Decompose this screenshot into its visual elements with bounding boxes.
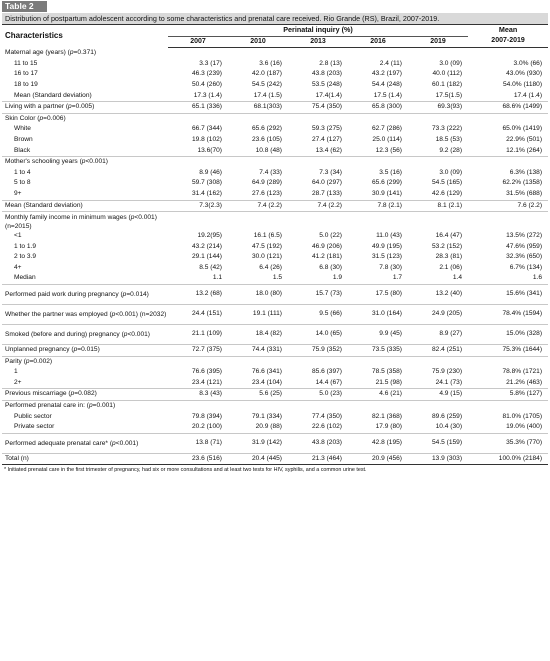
cell-value: 2.4 (11) (379, 59, 402, 67)
header-year: 2010 (228, 36, 288, 48)
row-label: Monthly family income in minimum wages (p<0.001) (n=2015) (2, 212, 168, 232)
cell-value: 54.5 (159) (408, 433, 468, 453)
cell-value: 7.4 (2.2) (288, 200, 348, 212)
row-label: Previous miscarriage (p=0.082) (2, 389, 168, 401)
table-row (2, 325, 548, 345)
cell-value: 68.1(303) (228, 102, 288, 114)
header-year: 2007 (168, 36, 228, 48)
table-row (2, 345, 548, 357)
cell-value: 3.0% (66) (513, 59, 543, 67)
cell-value: 1.5 (272, 274, 282, 282)
cell-value: 5.6 (25) (228, 389, 288, 401)
cell-value: 35.3% (770) (468, 433, 548, 453)
table-row (2, 378, 548, 389)
cell-value: 1.6 (532, 274, 543, 282)
cell-value: 42.8 (195) (348, 433, 408, 453)
cell-value: 21.5 (98) (375, 378, 402, 386)
header-year: 2019 (408, 36, 468, 48)
cell-value: 21.2% (463) (506, 378, 543, 386)
table-row (2, 263, 548, 274)
cell-value: 13.6(70) (197, 146, 222, 154)
cell-value (228, 48, 288, 59)
cell-value (348, 401, 408, 412)
cell-value: 81.0% (1705) (502, 412, 543, 420)
table-row (2, 367, 548, 378)
cell-value: 76.6 (341) (251, 368, 282, 376)
cell-value: 78.5 (358) (371, 368, 402, 376)
row-label: <1 (14, 232, 22, 240)
cell-value: 49.9 (195) (371, 242, 402, 250)
cell-value: 42.0 (187) (251, 70, 282, 78)
cell-value (408, 212, 468, 232)
cell-value (288, 113, 348, 124)
cell-value: 41.2 (181) (311, 253, 342, 261)
cell-value: 54.0% (1180) (502, 80, 543, 88)
cell-value: 20.9 (456) (348, 453, 408, 465)
cell-value: 31.5 (123) (371, 253, 402, 261)
row-label: Private sector (14, 423, 55, 431)
header-mean: Mean (468, 25, 548, 37)
cell-value: 15.0% (328) (468, 325, 548, 345)
table-row (2, 124, 548, 135)
cell-value: 9.9 (45) (348, 325, 408, 345)
cell-value (288, 212, 348, 232)
cell-value: 73.3 (222) (431, 125, 463, 133)
cell-value (228, 212, 288, 232)
cell-value: 43.0% (930) (506, 70, 543, 78)
table-row (2, 91, 548, 102)
cell-value (168, 401, 228, 412)
cell-value: 17.3 (1.4) (193, 91, 222, 99)
cell-value: 54.4 (248) (371, 80, 402, 88)
cell-value: 5.8% (127) (468, 389, 548, 401)
cell-value: 47.5 (192) (251, 242, 282, 250)
cell-value: 3.5 (16) (379, 168, 402, 176)
cell-value: 8.9 (46) (199, 168, 222, 176)
row-label: Total (n) (2, 453, 168, 465)
row-label: White (14, 125, 31, 133)
row-label: 1 (14, 368, 18, 376)
cell-value: 17.9 (80) (375, 423, 402, 431)
cell-value (288, 157, 348, 168)
cell-value: 4.9 (15) (408, 389, 468, 401)
row-label: 1 to 4 (14, 168, 31, 176)
cell-value (348, 212, 408, 232)
cell-value: 77.4 (350) (311, 412, 342, 420)
table-footnote: * Initiated prenatal care in the first trimester of pregnancy, had six or more consultations and at least two tests for HIV, syphilis, and a common urine test. (4, 467, 367, 474)
cell-value: 8.3 (43) (168, 389, 228, 401)
cell-value: 1.7 (392, 274, 402, 282)
cell-value: 30.9 (141) (371, 189, 402, 197)
cell-value: 17.4 (1.4) (513, 91, 543, 99)
cell-value: 1.1 (212, 274, 222, 282)
table-row (2, 102, 548, 114)
cell-value (408, 356, 468, 367)
cell-value: 65.1 (336) (168, 102, 228, 114)
cell-value: 7.8 (2.1) (348, 200, 408, 212)
cell-value: 74.4 (331) (228, 345, 288, 357)
cell-value: 2.1 (06) (439, 263, 463, 271)
cell-value: 43.2 (197) (371, 70, 402, 78)
table-body (2, 48, 548, 465)
cell-value: 53.5 (248) (311, 80, 342, 88)
row-label: Performed paid work during pregnancy (p=0.014) (2, 285, 168, 305)
table-label: Table 2 (2, 1, 47, 12)
cell-value: 1.9 (332, 274, 342, 282)
cell-value: 68.6% (1499) (468, 102, 548, 114)
cell-value: 31.9 (142) (228, 433, 288, 453)
cell-value: 75.9 (230) (431, 368, 463, 376)
cell-value: 19.0% (400) (506, 423, 543, 431)
cell-value: 62.2% (1358) (502, 179, 543, 187)
cell-value (348, 157, 408, 168)
cell-value: 17.5 (1.4) (373, 91, 402, 99)
cell-value: 24.9 (205) (408, 305, 468, 325)
row-label: 2+ (14, 378, 22, 386)
table-row (2, 178, 548, 189)
cell-value: 78.8% (1721) (502, 368, 543, 376)
cell-value: 54.5 (242) (251, 80, 282, 88)
cell-value: 31.0 (164) (348, 305, 408, 325)
table-row (2, 146, 548, 157)
cell-value: 9.5 (66) (288, 305, 348, 325)
cell-value: 46.3 (239) (191, 70, 222, 78)
table-row (2, 231, 548, 242)
table-row (2, 189, 548, 200)
cell-value: 46.9 (206) (311, 242, 342, 250)
cell-value: 72.7 (375) (168, 345, 228, 357)
cell-value: 29.1 (144) (191, 253, 222, 261)
table-row (2, 285, 548, 305)
cell-value: 19.2(95) (197, 232, 222, 240)
cell-value: 75.9 (352) (288, 345, 348, 357)
cell-value: 19.8 (102) (191, 135, 222, 143)
table-row (2, 242, 548, 253)
cell-value: 65.6 (292) (251, 125, 282, 133)
cell-value: 3.6 (16) (259, 59, 282, 67)
cell-value: 23.4 (121) (191, 378, 222, 386)
cell-value: 17.4 (1.5) (253, 91, 282, 99)
cell-value: 64.9 (289) (251, 179, 282, 187)
row-label: Brown (14, 135, 33, 143)
table-row (2, 113, 548, 124)
cell-value: 19.1 (111) (228, 305, 288, 325)
row-label: 1 to 1.9 (14, 242, 36, 250)
cell-value (228, 157, 288, 168)
cell-value: 85.6 (397) (311, 368, 342, 376)
row-label: Skin Color (p=0.006) (2, 113, 168, 124)
cell-value: 13.5% (272) (506, 232, 543, 240)
cell-value: 20.4 (445) (228, 453, 288, 465)
cell-value: 15.7 (73) (288, 285, 348, 305)
row-label: Mother's schooling years (p<0.001) (2, 157, 168, 168)
cell-value: 14.0 (65) (288, 325, 348, 345)
cell-value: 9.2 (28) (439, 146, 463, 154)
cell-value: 7.4 (33) (259, 168, 282, 176)
table-row (2, 401, 548, 412)
cell-value: 13.2 (68) (168, 285, 228, 305)
cell-value: 16.4 (47) (435, 232, 463, 240)
cell-value (168, 157, 228, 168)
cell-value: 16.1 (6.5) (253, 232, 282, 240)
cell-value: 59.7 (308) (191, 179, 222, 187)
cell-value: 47.6% (959) (506, 242, 543, 250)
table-row (2, 273, 548, 284)
header-characteristics: Characteristics (2, 25, 168, 48)
cell-value: 18.0 (80) (228, 285, 288, 305)
cell-value: 17.5 (80) (348, 285, 408, 305)
table-row (2, 200, 548, 212)
cell-value: 4.6 (21) (348, 389, 408, 401)
row-label: Black (14, 146, 31, 154)
table-row (2, 157, 548, 168)
row-label: 16 to 17 (14, 70, 38, 78)
cell-value: 42.6 (129) (431, 189, 463, 197)
cell-value: 13.4 (62) (315, 146, 342, 154)
row-label: Parity (p=0.002) (2, 356, 168, 367)
table-row (2, 80, 548, 91)
cell-value: 79.1 (334) (251, 412, 282, 420)
document-page (0, 1, 550, 661)
cell-value: 100.0% (2184) (468, 453, 548, 465)
cell-value: 6.7% (134) (509, 263, 543, 271)
cell-value: 18.4 (82) (228, 325, 288, 345)
cell-value: 18.5 (53) (435, 135, 463, 143)
row-label: Maternal age (years) (p=0.371) (5, 48, 97, 56)
cell-value: 20.2 (100) (191, 423, 222, 431)
cell-value: 2.8 (13) (319, 59, 342, 67)
cell-value (228, 113, 288, 124)
table-row (2, 135, 548, 146)
header-perinatal-inquiry: Perinatal inquiry (%) (168, 25, 468, 37)
cell-value (408, 157, 468, 168)
cell-value (408, 113, 468, 124)
cell-value: 15.6% (341) (468, 285, 548, 305)
table-row (2, 412, 548, 423)
cell-value: 82.4 (251) (408, 345, 468, 357)
cell-value (468, 356, 548, 367)
cell-value: 7.4 (2.2) (228, 200, 288, 212)
cell-value: 5.0 (22) (319, 232, 342, 240)
table-caption: Distribution of postpartum adolescent according to some characteristics and prenatal care received. Rio Grande (RS), Brazil, 2007-2019. (2, 13, 548, 24)
cell-value: 43.8 (203) (311, 70, 342, 78)
cell-value: 43.8 (203) (288, 433, 348, 453)
table-row (2, 168, 548, 179)
row-label: Mean (Standard deviation) (2, 200, 168, 212)
cell-value: 82.1 (368) (371, 412, 402, 420)
cell-value: 78.4% (1594) (468, 305, 548, 325)
cell-value: 7.6 (2.2) (468, 200, 548, 212)
cell-value (288, 401, 348, 412)
cell-value: 59.3 (275) (311, 125, 342, 133)
cell-value: 8.1 (2.1) (408, 200, 468, 212)
table-row (2, 59, 548, 70)
table-row (2, 389, 548, 401)
cell-value: 7.3(2.3) (168, 200, 228, 212)
cell-value: 23.6 (105) (251, 135, 282, 143)
cell-value: 65.0% (1419) (502, 125, 543, 133)
cell-value (228, 401, 288, 412)
cell-value: 43.2 (214) (191, 242, 222, 250)
cell-value: 11.0 (43) (376, 232, 402, 240)
cell-value: 7.8 (30) (379, 263, 402, 271)
cell-value: 10.4 (30) (435, 423, 463, 431)
cell-value: 27.6 (123) (251, 189, 282, 197)
cell-value: 6.4 (26) (259, 263, 282, 271)
cell-value: 54.5 (165) (431, 179, 463, 187)
cell-value: 27.4 (127) (311, 135, 342, 143)
row-label: 5 to 8 (14, 179, 31, 187)
cell-value: 3.0 (09) (439, 168, 463, 176)
cell-value (468, 401, 548, 412)
cell-value: 20.9 (88) (255, 423, 282, 431)
cell-value: 21.3 (464) (288, 453, 348, 465)
cell-value: 89.6 (259) (431, 412, 463, 420)
row-label: Whether the partner was employed (p<0.001) (n=2032) (2, 305, 168, 325)
cell-value: 13.9 (303) (408, 453, 468, 465)
cell-value: 3.0 (09) (439, 59, 463, 67)
cell-value: 28.3 (81) (435, 253, 463, 261)
cell-value (168, 113, 228, 124)
header-year: 2016 (348, 36, 408, 48)
table-row (2, 433, 548, 453)
header-year: 2007-2019 (468, 36, 548, 48)
cell-value (348, 48, 408, 59)
data-table (2, 24, 548, 465)
table-row (2, 422, 548, 433)
cell-value (468, 48, 548, 59)
cell-value: 28.7 (133) (311, 189, 342, 197)
row-label: Performed prenatal care in: (p=0.001) (2, 401, 168, 412)
cell-value (168, 212, 228, 232)
table-row (2, 453, 548, 465)
cell-value: 23.4 (104) (251, 378, 282, 386)
cell-value: 24.1 (73) (435, 378, 463, 386)
cell-value: 60.1 (182) (431, 80, 463, 88)
row-label: Median (14, 274, 36, 282)
table-row (2, 252, 548, 263)
table-row (2, 356, 548, 367)
cell-value (348, 356, 408, 367)
cell-value (168, 356, 228, 367)
row-label: 11 to 15 (14, 59, 38, 67)
cell-value: 7.3 (34) (319, 168, 342, 176)
cell-value: 17.5(1.5) (435, 91, 463, 99)
cell-value: 64.0 (297) (311, 179, 342, 187)
cell-value: 6.3% (138) (509, 168, 543, 176)
cell-value: 79.8 (394) (191, 412, 222, 420)
cell-value: 73.5 (335) (348, 345, 408, 357)
cell-value (288, 356, 348, 367)
cell-value: 14.4 (67) (315, 378, 342, 386)
row-label: 2 to 3.9 (14, 253, 36, 261)
cell-value: 1.4 (452, 274, 463, 282)
row-label: 18 to 19 (14, 80, 38, 88)
cell-value: 75.4 (350) (288, 102, 348, 114)
cell-value: 13.2 (40) (408, 285, 468, 305)
cell-value: 5.0 (23) (288, 389, 348, 401)
cell-value: 24.4 (151) (168, 305, 228, 325)
table-row (2, 305, 548, 325)
cell-value: 53.2 (152) (431, 242, 463, 250)
row-label: 9+ (14, 189, 22, 197)
row-label: Living with a partner (p=0.005) (2, 102, 168, 114)
cell-value: 13.8 (71) (168, 433, 228, 453)
cell-value (468, 157, 548, 168)
cell-value: 17.4(1.4) (315, 91, 342, 99)
row-label: 4+ (14, 263, 22, 271)
cell-value: 40.0 (112) (432, 70, 463, 78)
cell-value: 12.3 (56) (375, 146, 402, 154)
row-label: Smoked (before and during) pregnancy (p<0.001) (2, 325, 168, 345)
cell-value: 31.4 (162) (191, 189, 222, 197)
cell-value: 3.3 (17) (199, 59, 222, 67)
cell-value (408, 48, 468, 59)
cell-value (288, 48, 348, 59)
cell-value: 22.6 (102) (311, 423, 342, 431)
cell-value (348, 113, 408, 124)
cell-value: 6.8 (30) (319, 263, 342, 271)
cell-value: 76.6 (395) (191, 368, 222, 376)
cell-value (228, 356, 288, 367)
cell-value: 69.3(93) (408, 102, 468, 114)
cell-value (168, 48, 228, 59)
cell-value: 12.1% (264) (506, 146, 543, 154)
cell-value: 30.0 (121) (251, 253, 282, 261)
row-label: Unplanned pregnancy (p=0.015) (2, 345, 168, 357)
cell-value: 65.6 (299) (371, 179, 402, 187)
table-row (2, 48, 548, 59)
cell-value (468, 212, 548, 232)
cell-value: 65.8 (300) (348, 102, 408, 114)
cell-value: 10.8 (48) (255, 146, 282, 154)
row-label: Performed adequate prenatal care* (p<0.001) (2, 433, 168, 453)
cell-value: 25.0 (114) (372, 135, 402, 143)
cell-value: 32.3% (650) (506, 253, 543, 261)
cell-value (468, 113, 548, 124)
table-row (2, 212, 548, 232)
cell-value (408, 401, 468, 412)
cell-value: 8.9 (27) (408, 325, 468, 345)
cell-value: 62.7 (286) (371, 125, 402, 133)
cell-value: 21.1 (109) (168, 325, 228, 345)
cell-value: 23.6 (516) (168, 453, 228, 465)
cell-value: 75.3% (1644) (468, 345, 548, 357)
header-year: 2013 (288, 36, 348, 48)
cell-value: 50.4 (260) (191, 80, 222, 88)
cell-value: 8.5 (42) (199, 263, 222, 271)
cell-value: 22.9% (501) (506, 135, 543, 143)
row-label: Mean (Standard deviation) (14, 91, 92, 99)
table-row (2, 69, 548, 80)
cell-value: 31.5% (688) (506, 189, 543, 197)
table-header (2, 25, 548, 48)
cell-value: 66.7 (344) (191, 125, 222, 133)
row-label: Public sector (14, 412, 52, 420)
